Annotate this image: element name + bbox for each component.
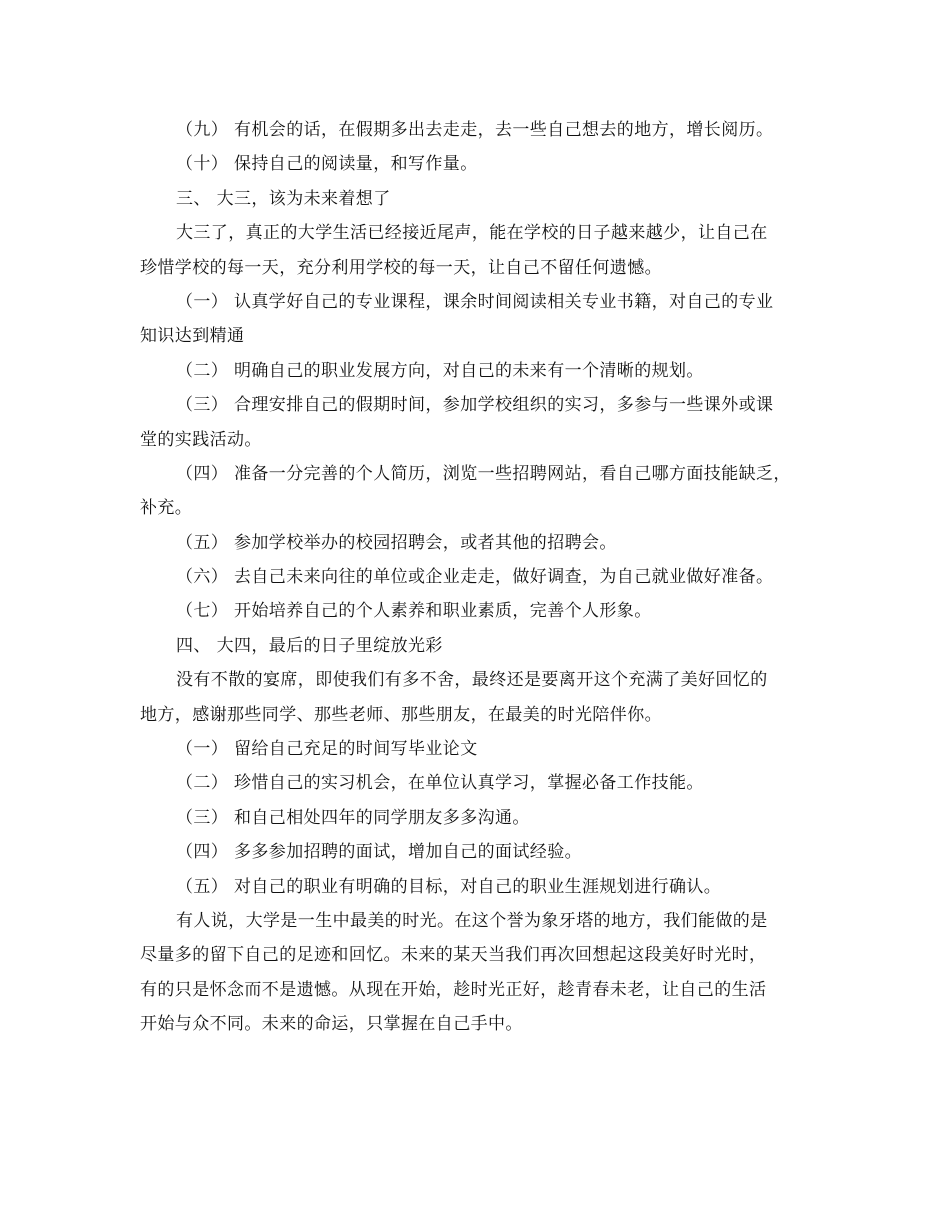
- list-item-junior-1-line-1: （一） 认真学好自己的专业课程，课余时间阅读相关专业书籍，对自己的专业: [176, 291, 774, 312]
- list-item-9: （九） 有机会的话，在假期多出去走走，去一些自己想去的地方，增长阅历。: [176, 120, 774, 140]
- list-item-senior-1: （一） 留给自己充足的时间写毕业论文: [176, 739, 478, 760]
- list-item-junior-6: （六） 去自己未来向往的单位或企业走走，做好调查，为自己就业做好准备。: [176, 567, 774, 588]
- list-item-senior-5: （五） 对自己的职业有明确的目标，对自己的职业生涯规划进行确认。: [176, 876, 722, 897]
- list-item-junior-2: （二） 明确自己的职业发展方向，对自己的未来有一个清晰的规划。: [176, 360, 704, 381]
- list-item-junior-4-line-2: 补充。: [140, 498, 193, 519]
- paragraph-senior-intro-line-2: 地方，感谢那些同学、那些老师、那些朋友，在最美的时光陪伴你。: [140, 704, 662, 725]
- section-heading-senior-year: 四、 大四，最后的日子里绽放光彩: [176, 635, 443, 656]
- paragraph-closing-line-3: 有的只是怀念而不是遗憾。从现在开始，趁时光正好，趁青春未老，让自己的生活: [140, 979, 767, 1000]
- paragraph-closing-line-2: 尽量多的留下自己的足迹和回忆。未来的某天当我们再次回想起这段美好时光时，: [140, 945, 767, 966]
- list-item-senior-2: （二） 珍惜自己的实习机会，在单位认真学习，掌握必备工作技能。: [176, 773, 704, 794]
- paragraph-junior-intro-line-2: 珍惜学校的每一天，充分利用学校的每一天，让自己不留任何遗憾。: [140, 257, 662, 278]
- list-item-junior-1-line-2: 知识达到精通: [140, 326, 245, 347]
- paragraph-closing-line-1: 有人说，大学是一生中最美的时光。在这个誉为象牙塔的地方，我们能做的是: [176, 910, 768, 931]
- paragraph-closing-line-4: 开始与众不同。未来的命运，只掌握在自己手中。: [140, 1014, 523, 1035]
- list-item-junior-3-line-1: （三） 合理安排自己的假期时间，参加学校组织的实习，多参与一些课外或课: [176, 395, 774, 416]
- list-item-10: （十） 保持自己的阅读量，和写作量。: [176, 154, 478, 175]
- list-item-senior-3: （三） 和自己相处四年的同学朋友多多沟通。: [176, 807, 530, 828]
- list-item-senior-4: （四） 多多参加招聘的面试，增加自己的面试经验。: [176, 842, 583, 863]
- section-heading-junior-year: 三、 大三，该为未来着想了: [176, 188, 391, 209]
- list-item-junior-5: （五） 参加学校举办的校园招聘会，或者其他的招聘会。: [176, 532, 617, 553]
- list-item-junior-3-line-2: 堂的实践活动。: [140, 429, 262, 450]
- document-body: [140, 113, 820, 1042]
- list-item-junior-4-line-1: （四） 准备一分完善的个人简历，浏览一些招聘网站，看自己哪方面技能缺乏，: [176, 463, 791, 484]
- paragraph-senior-intro-line-1: 没有不散的宴席，即使我们有多不舍，最终还是要离开这个充满了美好回忆的: [176, 670, 768, 691]
- list-item-junior-7: （七） 开始培养自己的个人素养和职业素质，完善个人形象。: [176, 601, 652, 622]
- paragraph-junior-intro-line-1: 大三了，真正的大学生活已经接近尾声，能在学校的日子越来越少，让自己在: [176, 223, 768, 244]
